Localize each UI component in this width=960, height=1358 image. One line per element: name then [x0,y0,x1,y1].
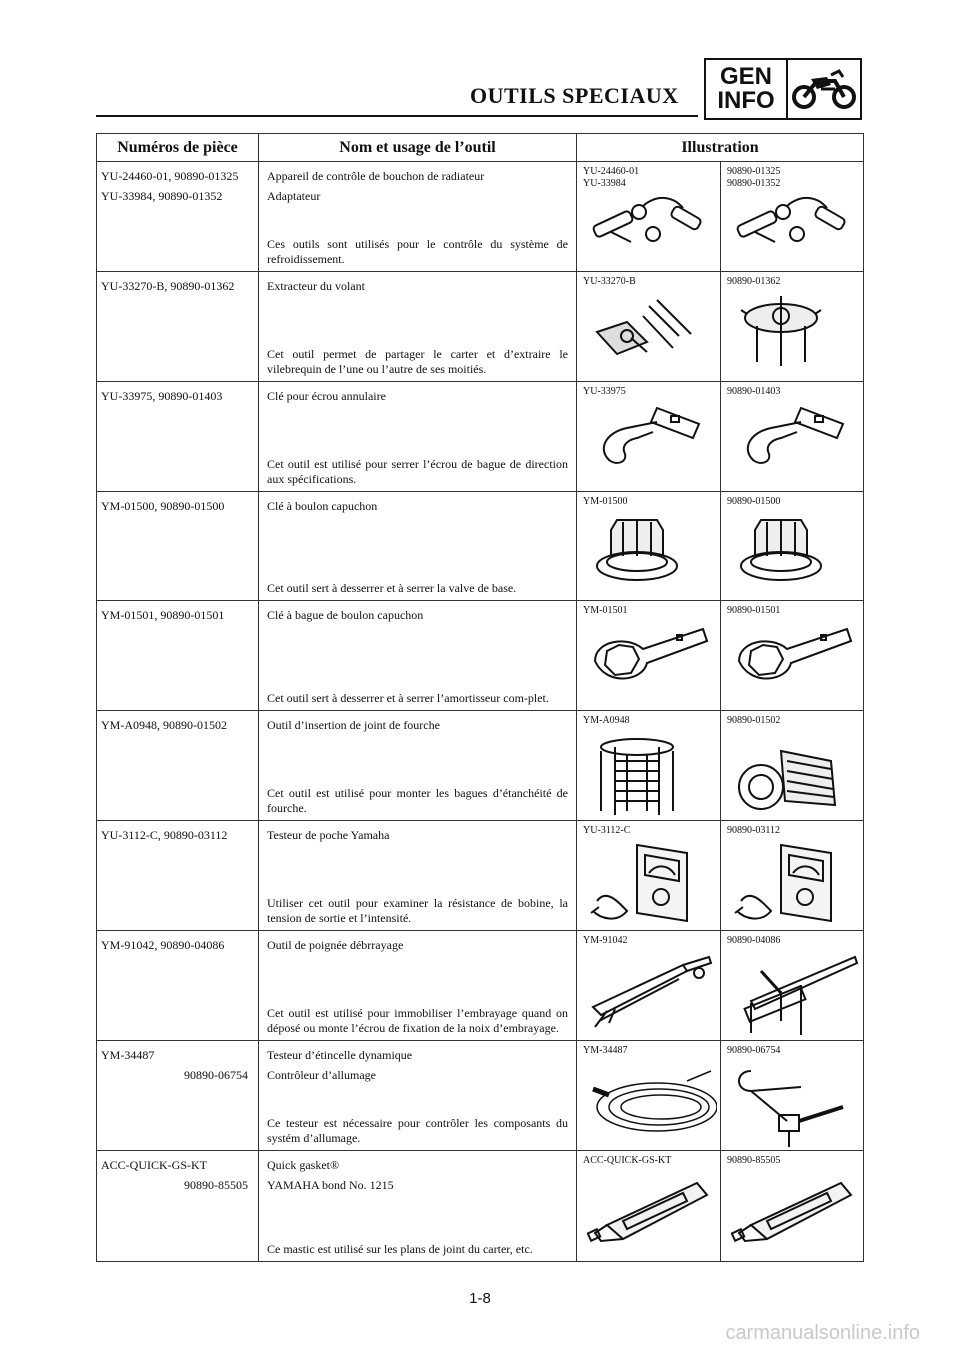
illustration-us-cell [577,821,721,931]
illustration-eu-cell [721,382,864,492]
tool-description: Cet outil permet de partager le carter et d’extraire le vilebrequin de l’une ou l’autre de ses moitiés. [267,347,568,376]
illustration-label [727,166,780,190]
illustration-part-number: 90890-01502 [727,715,781,726]
flywheel-puller-icon [587,292,707,362]
part-numbers-cell [97,821,259,931]
tool-name-cell [259,711,577,821]
illustration-label [583,1155,671,1167]
illustration-label [583,496,627,508]
illustration-label [583,605,627,617]
illustration-us-cell [577,931,721,1041]
illustration-label [583,276,636,288]
sealant-tube-icon [587,1171,711,1247]
fork-seal-driver-icon [587,731,687,821]
badge-line-1: GEN [719,63,772,90]
tool-name: Contrôleur d’allumage [267,1068,376,1082]
illustration-part-number: ACC-QUICK-GS-KT [583,1155,672,1166]
illustration-label [727,825,780,837]
table-row [97,382,864,492]
table-header-row [97,134,864,162]
illustration-part-number: 90890-04086 [727,935,781,946]
illustration-us-cell [577,711,721,821]
clutch-holder-icon [731,951,861,1037]
section-badge [704,58,862,120]
fork-seal-driver-icon [731,731,851,821]
illustration-part-number: 90890-01362 [727,276,781,287]
tool-description: Ce testeur est nécessaire pour contrôler les composants du systém d’allumage. [267,1116,568,1145]
illustration-us-cell [577,1041,721,1151]
flywheel-puller-icon [731,292,831,372]
tool-name: Testeur d’étincelle dynamique [267,1048,413,1062]
motorcycle-icon [788,60,860,118]
clutch-holder-icon [587,951,717,1031]
tool-name: Clé pour écrou annulaire [267,389,386,403]
tool-name-cell [259,382,577,492]
part-number: YM-01500, 90890-01500 [101,499,225,513]
illustration-label [727,935,780,947]
illustration-us-cell [577,1151,721,1262]
illustration-part-number: YU-33975 [583,386,626,397]
tool-description: Cet outil est utilisé pour monter les bagues d’étanchéité de fourche. [267,786,568,815]
title-rule [96,115,698,117]
tool-name: Extracteur du volant [267,279,365,293]
part-numbers-cell [97,931,259,1041]
part-numbers-cell [97,492,259,601]
tool-name-cell [259,1041,577,1151]
badge-line-2: INFO [717,87,775,114]
part-numbers-cell [97,1041,259,1151]
page-title: OUTILS SPECIAUX [470,83,679,108]
part-number: YM-01501, 90890-01501 [101,608,225,622]
table-row [97,931,864,1041]
illustration-eu-cell [721,272,864,382]
tool-name-cell [259,821,577,931]
part-number: YU-33270-B, 90890-01362 [101,279,235,293]
tool-description: Ce mastic est utilisé sur les plans de joint du carter, etc. [267,1242,533,1256]
part-numbers-cell [97,382,259,492]
spark-tester-icon [587,1061,717,1141]
illustration-eu-cell [721,601,864,711]
table-row [97,1151,864,1262]
illustration-label [583,166,639,190]
part-number: 90890-06754 [184,1068,248,1082]
tool-description: Utiliser cet outil pour examiner la résistance de bobine, la tension de sortie et l’intensité. [267,896,568,925]
ring-nut-wrench-icon [731,402,851,468]
illustration-part-number: YU-3112-C [583,825,631,836]
illustration-label [583,1045,627,1057]
illustration-us-cell [577,601,721,711]
part-numbers-cell [97,272,259,382]
special-tools-table [96,133,864,1262]
tool-name: Clé à bague de boulon capuchon [267,608,424,622]
cap-bolt-wrench-icon [731,512,831,592]
illustration-us-cell [577,492,721,601]
illustration-part-number: YM-A0948 [583,715,630,726]
table-row [97,1041,864,1151]
table-row [97,492,864,601]
illustration-us-cell [577,272,721,382]
illustration-part-number: 90890-01403 [727,386,781,397]
illustration-label [727,605,780,617]
tool-name: Appareil de contrôle de bouchon de radiateur [267,169,485,183]
header-illustration: Illustration [577,134,864,162]
sealant-tube-icon [731,1171,855,1247]
illustration-part-number: 90890-01501 [727,605,781,616]
tool-description: Cet outil sert à desserrer et à serrer la valve de base. [267,581,517,595]
tool-name-cell [259,931,577,1041]
illustration-label [583,715,630,727]
illustration-part-number: YU-24460-01 [583,166,640,177]
illustration-part-number: 90890-01352 [727,178,781,189]
tool-description: Cet outil est utilisé pour immobiliser l’embrayage quand on déposé ou monte l’écrou de fixation de la noix d’embrayage. [267,1006,568,1035]
part-numbers-cell [97,711,259,821]
illustration-eu-cell [721,492,864,601]
badge-label [706,60,788,118]
tool-name: Adaptateur [267,189,321,203]
illustration-part-number: 90890-06754 [727,1045,781,1056]
tool-name-cell [259,601,577,711]
part-number: YU-33975, 90890-01403 [101,389,223,403]
illustration-part-number: 90890-03112 [727,825,780,836]
illustration-label [727,386,780,398]
tool-description: Cet outil sert à desserrer et à serrer l’amortisseur com-plet. [267,691,549,705]
tool-name: Outil d’insertion de joint de fourche [267,718,440,732]
watermark: carmanualsonline.info [725,1322,920,1344]
illustration-part-number: 90890-01325 [727,166,781,177]
tool-name-cell [259,1151,577,1262]
illustration-eu-cell [721,1151,864,1262]
tool-name: YAMAHA bond No. 1215 [267,1178,394,1192]
spark-tester-icon [731,1061,851,1151]
cap-bolt-ring-wrench-icon [587,621,711,687]
part-numbers-cell [97,601,259,711]
part-numbers-cell [97,1151,259,1262]
illustration-eu-cell [721,931,864,1041]
ring-nut-wrench-icon [587,402,707,468]
header-part-numbers: Numéros de pièce [97,134,259,162]
part-number: 90890-85505 [184,1178,248,1192]
illustration-part-number: 90890-85505 [727,1155,781,1166]
table-row [97,162,864,272]
part-number: ACC-QUICK-GS-KT [101,1158,207,1172]
table-row [97,601,864,711]
illustration-label [727,1045,780,1057]
illustration-part-number: YM-01501 [583,605,628,616]
radiator-cap-tester-icon [731,192,851,250]
illustration-label [727,496,780,508]
cap-bolt-ring-wrench-icon [731,621,855,687]
page-number: 1-8 [469,1290,491,1307]
tool-description: Cet outil est utilisé pour serrer l’écrou de bague de direction aux spécifications. [267,457,568,486]
illustration-part-number: YM-01500 [583,496,628,507]
illustration-part-number: 90890-01500 [727,496,781,507]
tool-name: Outil de poignée débrrayage [267,938,404,952]
illustration-label [727,1155,780,1167]
illustration-label [727,715,780,727]
illustration-eu-cell [721,821,864,931]
illustration-eu-cell [721,162,864,272]
part-number: YU-24460-01, 90890-01325 [101,169,239,183]
part-number: YM-34487 [101,1048,155,1062]
illustration-label [583,825,630,837]
illustration-us-cell [577,382,721,492]
illustration-part-number: YM-34487 [583,1045,628,1056]
table-row [97,711,864,821]
tool-name: Quick gasket® [267,1158,340,1172]
header-tool-name: Nom et usage de l’outil [259,134,577,162]
illustration-part-number: YU-33270-B [583,276,636,287]
cap-bolt-wrench-icon [587,512,687,592]
illustration-label [727,276,780,288]
illustration-part-number: YU-33984 [583,178,626,189]
illustration-label [583,935,627,947]
tool-description: Ces outils sont utilisés pour le contrôle du système de refroidissement. [267,237,568,266]
illustration-eu-cell [721,711,864,821]
tool-name-cell [259,162,577,272]
table-row [97,821,864,931]
part-numbers-cell [97,162,259,272]
part-number: YU-3112-C, 90890-03112 [101,828,228,842]
radiator-cap-tester-icon [587,192,707,250]
part-number: YM-A0948, 90890-01502 [101,718,227,732]
tool-name: Testeur de poche Yamaha [267,828,390,842]
illustration-label [583,386,626,398]
illustration-eu-cell [721,1041,864,1151]
part-number: YM-91042, 90890-04086 [101,938,225,952]
table-row [97,272,864,382]
pocket-tester-icon [731,841,841,929]
part-number: YU-33984, 90890-01352 [101,189,223,203]
tool-name-cell [259,492,577,601]
illustration-us-cell [577,162,721,272]
tool-name-cell [259,272,577,382]
pocket-tester-icon [587,841,697,929]
illustration-part-number: YM-91042 [583,935,628,946]
tool-name: Clé à boulon capuchon [267,499,378,513]
